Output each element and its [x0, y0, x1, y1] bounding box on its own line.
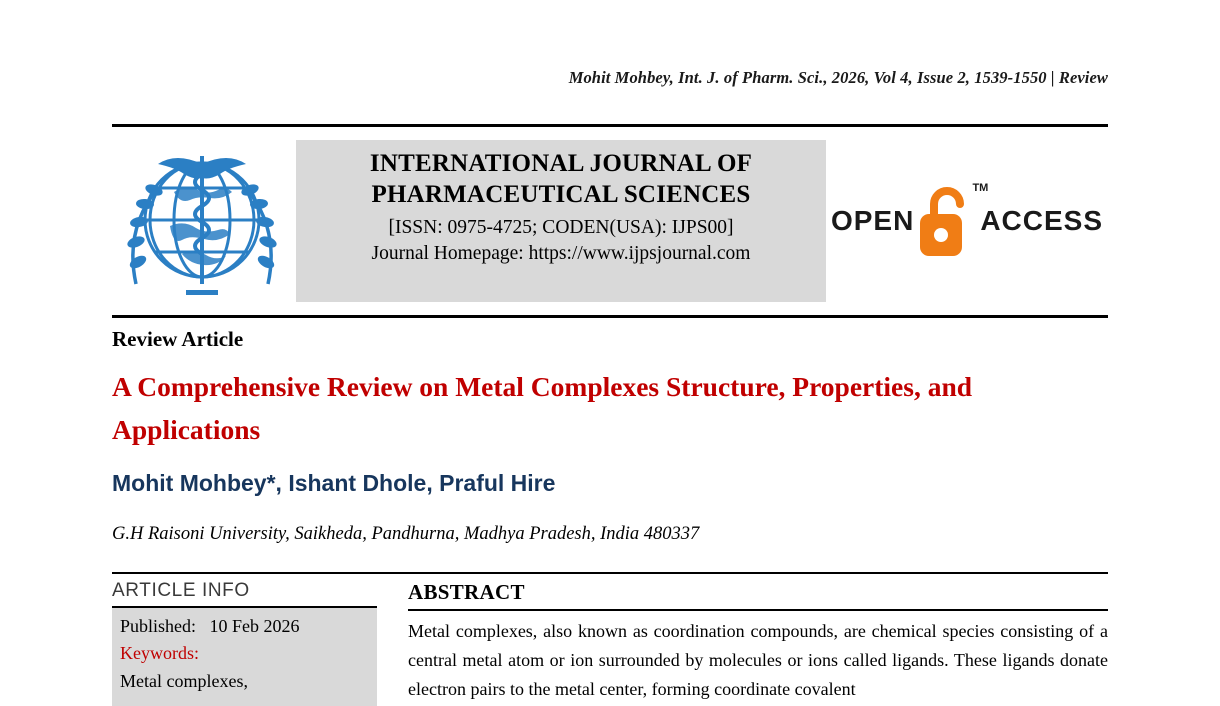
published-line: [120, 613, 369, 641]
affiliation: G.H Raisoni University, Saikheda, Pandhurna, Madhya Pradesh, India 480337: [112, 524, 699, 545]
open-access-badge: [826, 166, 1108, 276]
open-lock-icon: [918, 184, 976, 258]
masthead-top-rule: [112, 124, 1108, 127]
keywords-value: Metal complexes,: [120, 668, 369, 696]
keywords-label: Keywords:: [120, 640, 369, 668]
masthead-bottom-rule: [112, 315, 1108, 318]
abstract-column: [408, 580, 1108, 704]
journal-title-line-2: PHARMACEUTICAL SCIENCES: [306, 179, 816, 210]
author-list: Mohit Mohbey*, Ishant Dhole, Praful Hire: [112, 470, 555, 497]
masthead: [112, 130, 1108, 312]
journal-title-box: [296, 140, 826, 302]
article-info-heading: ARTICLE INFO: [112, 580, 377, 606]
published-label: Published:: [120, 616, 196, 636]
abstract-text: Metal complexes, also known as coordination compounds, are chemical species consisting of a central metal atom or ion surrounded by molecules or ions called ligands. These ligands donate electron pairs to the metal center, forming coordinate covalent: [408, 611, 1108, 704]
open-access-open-label: OPEN: [831, 205, 914, 237]
journal-title-line-1: INTERNATIONAL JOURNAL OF: [306, 148, 816, 179]
open-access-access-label: ACCESS: [980, 205, 1103, 237]
section-divider-rule: [112, 572, 1108, 574]
journal-issn: [ISSN: 0975-4725; CODEN(USA): IJPS00]: [306, 215, 816, 240]
published-date: 10 Feb 2026: [210, 616, 300, 636]
abstract-heading: ABSTRACT: [408, 580, 1108, 609]
who-emblem-logo: [112, 134, 292, 309]
article-info-column: [112, 580, 377, 706]
article-type-label: Review Article: [112, 327, 243, 352]
trademark-icon: TM: [972, 182, 988, 194]
journal-homepage: Journal Homepage: https://www.ijpsjournal.com: [306, 241, 816, 266]
running-head: Mohit Mohbey, Int. J. of Pharm. Sci., 2026, Vol 4, Issue 2, 1539-1550 | Review: [569, 68, 1108, 88]
article-info-body: [112, 608, 377, 706]
page-title: A Comprehensive Review on Metal Complexes Structure, Properties, and Applications: [112, 366, 1087, 451]
